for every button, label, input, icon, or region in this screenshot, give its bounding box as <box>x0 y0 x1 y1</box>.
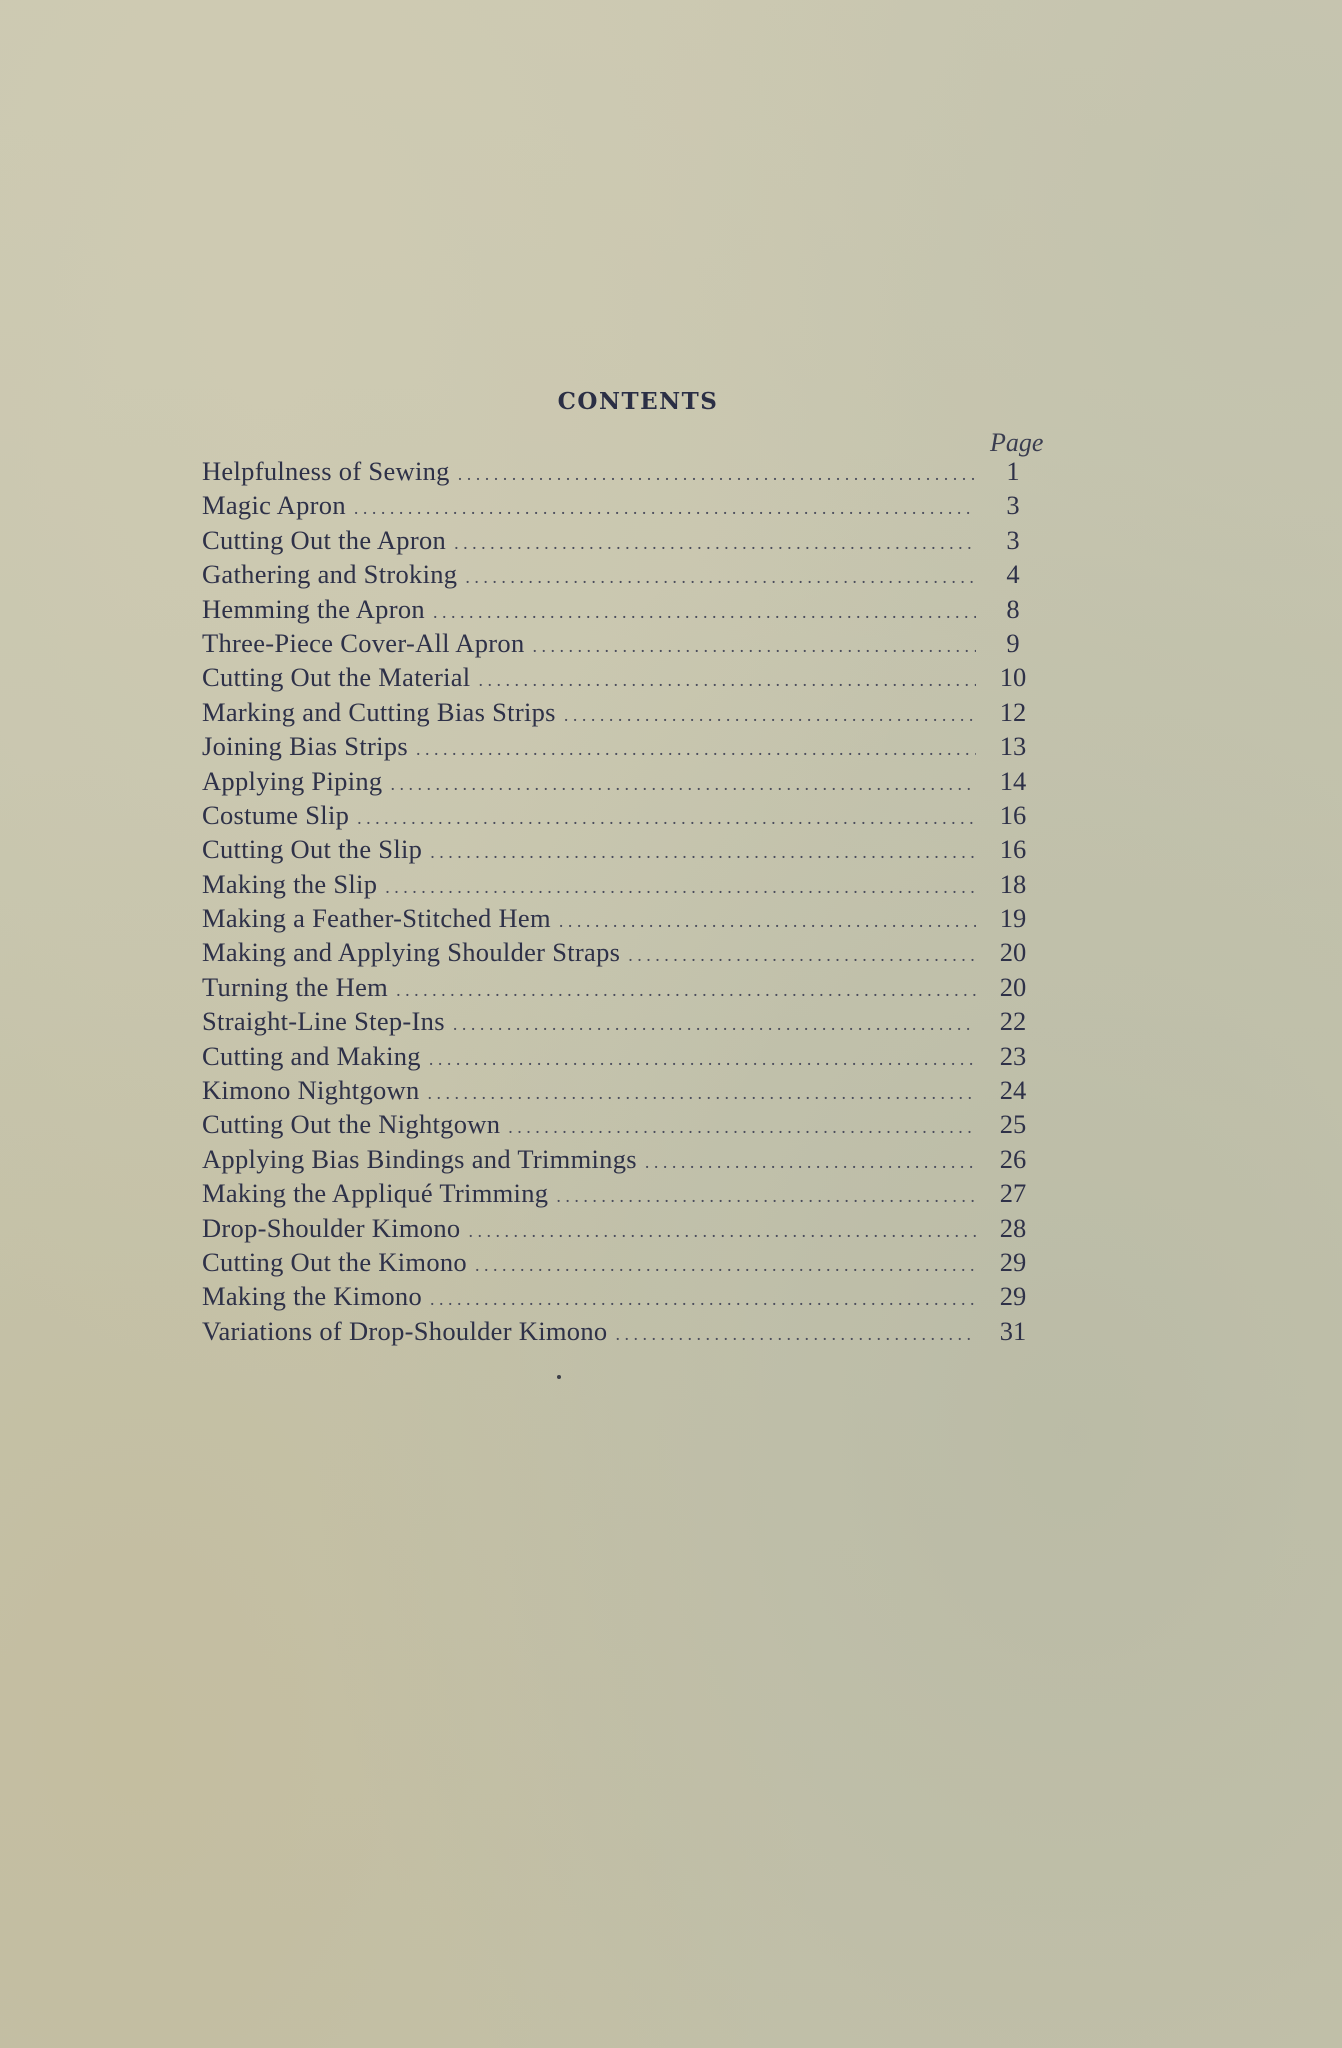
toc-entry-title: Making the Slip <box>202 868 378 899</box>
table-of-contents <box>202 456 1042 1350</box>
toc-entry-page-number: 3 <box>1006 524 1020 555</box>
toc-entry-page-number: 16 <box>999 799 1027 830</box>
toc-entry <box>202 869 1042 903</box>
toc-entry-page-number: 19 <box>999 903 1027 934</box>
toc-entry-page-number: 24 <box>999 1075 1027 1106</box>
toc-entry-title: Hemming the Apron <box>202 593 425 624</box>
ink-speck <box>557 1375 561 1379</box>
toc-entry-page-number: 13 <box>999 731 1027 762</box>
toc-entry-page-number: 8 <box>1006 593 1020 624</box>
toc-entry-page-number: 16 <box>999 834 1027 865</box>
toc-entry <box>202 1075 1042 1109</box>
toc-entry-title: Cutting Out the Apron <box>202 524 447 555</box>
toc-entry <box>202 1247 1042 1281</box>
toc-entry-title: Costume Slip <box>202 799 350 830</box>
toc-entry <box>202 594 1042 628</box>
toc-entry-title: Drop-Shoulder Kimono <box>202 1212 461 1243</box>
dot-leader <box>465 567 976 588</box>
toc-entry-title: Magic Apron <box>202 490 346 521</box>
dot-leader <box>357 808 976 829</box>
dot-leader <box>478 670 976 691</box>
dot-leader <box>454 533 976 554</box>
toc-entry-page-number: 26 <box>999 1143 1027 1174</box>
dot-leader <box>556 1186 976 1207</box>
dot-leader <box>628 945 976 966</box>
dot-leader <box>396 980 976 1001</box>
toc-entry-title: Cutting Out the Nightgown <box>202 1109 501 1140</box>
toc-entry <box>202 628 1042 662</box>
toc-entry-title: Cutting and Making <box>202 1040 421 1071</box>
toc-entry-page-number: 23 <box>999 1040 1027 1071</box>
toc-entry-page-number: 27 <box>999 1178 1027 1209</box>
toc-entry-title: Kimono Nightgown <box>202 1075 420 1106</box>
dot-leader <box>533 636 976 657</box>
toc-entry <box>202 1316 1042 1350</box>
dot-leader <box>453 1014 976 1035</box>
toc-entry-page-number: 4 <box>1006 559 1020 590</box>
toc-entry <box>202 697 1042 731</box>
toc-entry <box>202 1041 1042 1075</box>
toc-entry <box>202 662 1042 696</box>
toc-entry <box>202 1144 1042 1178</box>
page-column-label: Page <box>990 428 1044 457</box>
toc-entry <box>202 1109 1042 1143</box>
toc-entry-page-number: 9 <box>1006 627 1020 658</box>
toc-entry <box>202 1006 1042 1040</box>
toc-entry-page-number: 10 <box>999 662 1027 693</box>
dot-leader <box>416 739 976 760</box>
toc-entry-title: Marking and Cutting Bias Strips <box>202 696 556 727</box>
dot-leader <box>508 1117 976 1138</box>
toc-entry <box>202 937 1042 971</box>
dot-leader <box>385 877 976 898</box>
toc-entry <box>202 559 1042 593</box>
toc-entry-title: Cutting Out the Slip <box>202 834 423 865</box>
toc-entry-title: Helpfulness of Sewing <box>202 456 450 486</box>
toc-entry <box>202 1281 1042 1315</box>
toc-entry-title: Three-Piece Cover-All Apron <box>202 627 525 658</box>
toc-entry-page-number: 29 <box>999 1246 1027 1277</box>
toc-entry <box>202 1213 1042 1247</box>
toc-entry <box>202 731 1042 765</box>
dot-leader <box>468 1221 976 1242</box>
toc-entry-page-number: 12 <box>999 696 1027 727</box>
toc-entry-title: Making and Applying Shoulder Straps <box>202 937 621 968</box>
toc-entry-page-number: 28 <box>999 1212 1027 1243</box>
toc-entry-title: Applying Bias Bindings and Trimmings <box>202 1143 637 1174</box>
toc-entry <box>202 525 1042 559</box>
dot-leader <box>559 911 976 932</box>
toc-entry-title: Applying Piping <box>202 765 383 796</box>
toc-entry-title: Making the Appliqué Trimming <box>202 1178 549 1209</box>
dot-leader <box>433 602 976 623</box>
toc-entry-page-number: 22 <box>999 1006 1027 1037</box>
toc-entry <box>202 834 1042 868</box>
dot-leader <box>458 464 976 485</box>
dot-leader <box>564 705 976 726</box>
toc-entry-page-number: 31 <box>999 1315 1027 1346</box>
toc-entry-page-number: 1 <box>1006 456 1020 486</box>
toc-entry-page-number: 14 <box>999 765 1027 796</box>
toc-entry-title: Straight-Line Step-Ins <box>202 1006 445 1037</box>
toc-entry-page-number: 29 <box>999 1281 1027 1312</box>
toc-entry-title: Making the Kimono <box>202 1281 423 1312</box>
dot-leader <box>430 1289 976 1310</box>
toc-entry-title: Turning the Hem <box>202 971 389 1002</box>
toc-entry-title: Making a Feather-Stitched Hem <box>202 903 551 934</box>
dot-leader <box>475 1255 976 1276</box>
toc-entry <box>202 766 1042 800</box>
contents-heading: CONTENTS <box>557 388 719 415</box>
toc-entry-page-number: 20 <box>999 937 1027 968</box>
toc-entry <box>202 800 1042 834</box>
dot-leader <box>354 498 976 519</box>
toc-entry <box>202 972 1042 1006</box>
toc-entry <box>202 456 1042 490</box>
toc-entry-title: Variations of Drop-Shoulder Kimono <box>202 1315 608 1346</box>
toc-entry-page-number: 3 <box>1006 490 1020 521</box>
toc-entry <box>202 1178 1042 1212</box>
toc-entry-page-number: 25 <box>999 1109 1027 1140</box>
toc-entry-page-number: 20 <box>999 971 1027 1002</box>
dot-leader <box>390 774 976 795</box>
toc-entry-title: Gathering and Stroking <box>202 559 458 590</box>
dot-leader <box>615 1324 976 1345</box>
dot-leader <box>645 1152 976 1173</box>
dot-leader <box>428 1083 976 1104</box>
toc-entry-title: Joining Bias Strips <box>202 731 408 762</box>
toc-entry-title: Cutting Out the Kimono <box>202 1246 467 1277</box>
toc-entry-title: Cutting Out the Material <box>202 662 471 693</box>
toc-entry <box>202 490 1042 524</box>
toc-entry-page-number: 18 <box>999 868 1027 899</box>
dot-leader <box>429 1049 976 1070</box>
toc-entry <box>202 903 1042 937</box>
dot-leader <box>430 842 976 863</box>
